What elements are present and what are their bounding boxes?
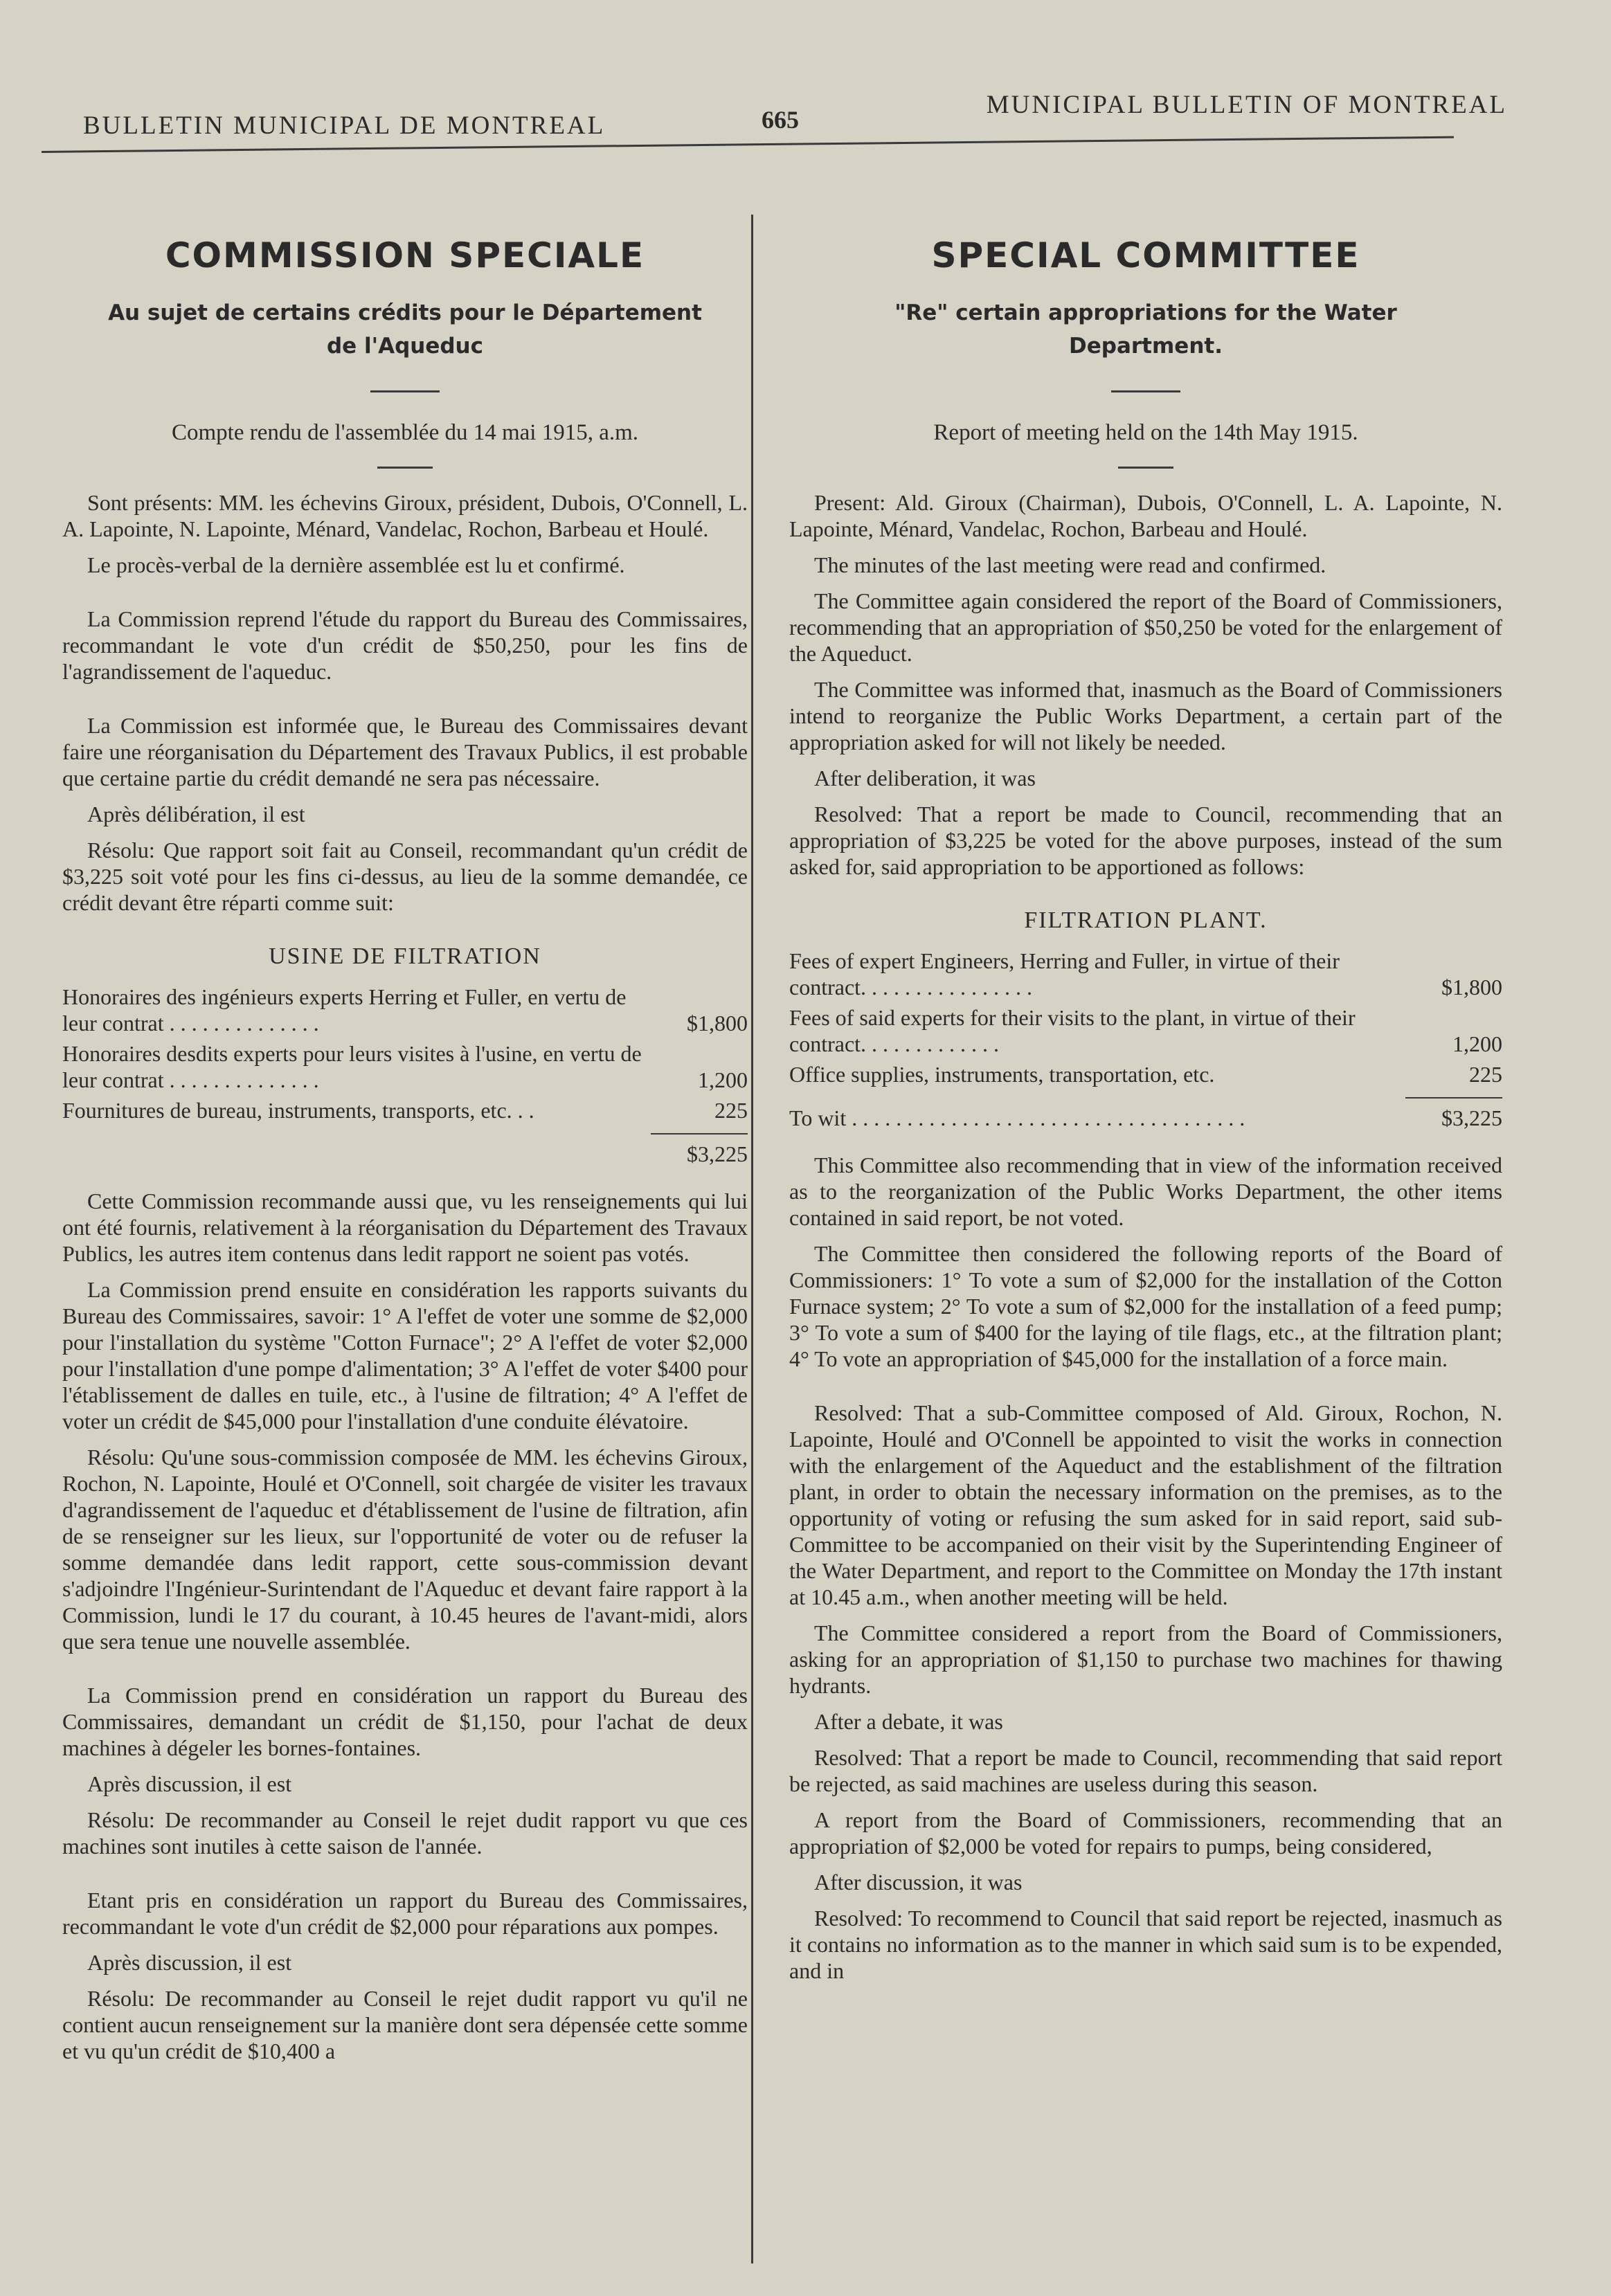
english-budget-item <box>789 1004 1502 1057</box>
french-paragraph: Sont présents: MM. les échevins Giroux, président, Dubois, O'Connell, L. A. Lapointe, N. Lapointe, Ménard, Vandelac, Rochon, Barbeau et Houlé. <box>62 490 748 541</box>
english-section-heading: FILTRATION PLANT. <box>1024 907 1268 933</box>
item-amount: $1,800 <box>687 1011 748 1036</box>
english-paragraph: The Committee considered a report from the Board of Commissioners, asking for an appropriation of $1,150 to purchase two machines for thawing hydrants. <box>789 1620 1502 1698</box>
english-paragraph: The Committee then considered the following reports of the Board of Commissioners: 1° To vote a sum of $2,000 for the installation of the Cotton Furnace system; 2° To vote a sum of $2,000 for the installation of a feed pump; 3° To vote a sum of $400 for the laying of tile flags, etc., at the filtration plant; 4° To vote an appropriation of $45,000 for the installation of a force main. <box>789 1241 1502 1371</box>
english-paragraph: After deliberation, it was <box>814 766 1036 790</box>
english-paragraph: This Committee also recommending that in view of the information received as to the reorganization of the Public Works Department, the other items contained in said report, be not voted. <box>789 1152 1502 1230</box>
item-amount: 225 <box>1469 1062 1502 1087</box>
english-budget-item <box>789 1061 1502 1087</box>
running-header <box>42 90 1507 145</box>
column-divider <box>751 215 753 2263</box>
item-amount: $1,800 <box>1441 975 1502 1000</box>
english-meeting-rule <box>1118 467 1173 469</box>
english-subtitle: "Re" certain appropriations for the Water Department. <box>894 300 1397 359</box>
french-budget-item <box>62 1040 748 1093</box>
english-paragraph: The minutes of the last meeting were read and confirmed. <box>814 552 1326 577</box>
french-paragraph: Résolu: De recommander au Conseil le rejet dudit rapport vu que ces machines sont inutiles à cette saison de l'année. <box>62 1807 748 1859</box>
item-amount: 1,200 <box>698 1067 748 1092</box>
english-column <box>789 228 1502 1994</box>
english-budget-item <box>789 948 1502 1000</box>
french-section-heading: USINE DE FILTRATION <box>269 943 541 969</box>
english-total <box>789 1105 1502 1131</box>
french-title: COMMISSION SPECIALE <box>165 235 645 275</box>
total-rule <box>1405 1097 1502 1099</box>
english-paragraph: Resolved: That a sub-Committee composed of Ald. Giroux, Rochon, N. Lapointe, Houlé and O'Connell be appointed to visit the works in connection with the enlargement of the Aqueduct and the establishment of the filtration plant, in order to obtain the necessary information on the premises, as to the opportunity of voting or refusing the sum asked for in said report, said sub-Committee to be accompanied on their visit by the Superintending Engineer of the Water Department, and report to the Committee on Monday the 17th instant at 10.45 a.m., when another meeting will be held. <box>789 1400 1502 1609</box>
english-paragraph: Resolved: That a report be made to Council, recommending that said report be rejected, as said machines are useless during this season. <box>789 1745 1502 1796</box>
total-label <box>62 1141 651 1167</box>
french-meeting-line: Compte rendu de l'assemblée du 14 mai 1915, a.m. <box>171 420 639 445</box>
french-meeting-rule <box>377 467 433 469</box>
english-title: SPECIAL COMMITTEE <box>931 235 1360 275</box>
english-paragraph: The Committee again considered the report of the Board of Commissioners, recommending that an appropriation of $50,250 be voted for the enlargement of the Aqueduct. <box>789 588 1502 666</box>
french-column <box>62 228 748 2074</box>
french-paragraph: Le procès-verbal de la dernière assemblée est lu et confirmé. <box>87 552 625 577</box>
french-budget-item <box>62 1097 748 1123</box>
french-paragraph: Après délibération, il est <box>87 802 305 826</box>
item-description: Fournitures de bureau, instruments, transports, etc. . . <box>62 1098 534 1123</box>
english-paragraph: A report from the Board of Commissioners, recommending that an appropriation of $2,000 be voted for repairs to pumps, being considered, <box>789 1807 1502 1859</box>
french-paragraph: La Commission prend ensuite en considération les rapports suivants du Bureau des Commissaires, savoir: 1° A l'effet de voter une somme de $2,000 pour l'installation du système "Cotton Furnace"; 2° A l'effet de voter $2,000 pour l'installation d'une pompe d'alimentation; 3° A l'effet de voter $400 pour l'établissement de dalles en tuile, etc., à l'usine de filtration; 4° A l'effet de voter un crédit de $45,000 pour l'installation d'une conduite élévatoire. <box>62 1277 748 1434</box>
item-amount: 225 <box>714 1098 748 1123</box>
total-amount: $3,225 <box>687 1141 748 1166</box>
english-paragraph: After a debate, it was <box>814 1709 1003 1734</box>
french-paragraph: Etant pris en considération un rapport du Bureau des Commissaires, recommandant le vote d'un crédit de $2,000 pour réparations aux pompes. <box>62 1888 748 1939</box>
french-subtitle: Au sujet de certains crédits pour le Département de l'Aqueduc <box>108 300 702 359</box>
french-paragraph: La Commission prend en considération un rapport du Bureau des Commissaires, demandant un crédit de $1,150, pour l'achat de deux machines à dégeler les bornes-fontaines. <box>62 1683 748 1760</box>
item-description: Fees of expert Engineers, Herring and Fuller, in virtue of their contract. . . . . . . . . . . . . . . . <box>789 948 1340 1000</box>
total-rule <box>651 1133 748 1135</box>
french-paragraph: La Commission reprend l'étude du rapport du Bureau des Commissaires, recommandant le vote d'un crédit de $50,250, pour les fins de l'agrandissement de l'aqueduc. <box>62 606 748 684</box>
english-paragraph: Resolved: To recommend to Council that said report be rejected, inasmuch as it contains no information as to the manner in which said sum is to be expended, and in <box>789 1906 1502 1983</box>
french-paragraph: Après discussion, il est <box>87 1950 292 1975</box>
total-amount: $3,225 <box>1441 1105 1502 1130</box>
item-description: Honoraires desdits experts pour leurs visites à l'usine, en vertu de leur contrat . . . . . . . . . . . . . . <box>62 1041 642 1092</box>
english-title-rule <box>1111 390 1180 392</box>
item-amount: 1,200 <box>1452 1031 1502 1056</box>
french-paragraph: Résolu: De recommander au Conseil le rejet dudit rapport vu qu'il ne contient aucun renseignement sur la manière dont sera dépensée cette somme et vu qu'un crédit de $10,400 a <box>62 1986 748 2063</box>
page-number: 665 <box>762 106 799 134</box>
french-paragraph: Résolu: Qu'une sous-commission composée de MM. les échevins Giroux, Rochon, N. Lapointe, Houlé et O'Connell, soit chargée de visiter les travaux d'agrandissement de l'aqueduc et d'établissement de l'usine de filtration, afin de se renseigner sur les lieux, sur l'opportunité de voter ou de refuser la somme demandée dans ledit rapport, cette sous-commission devant s'adjoindre l'Ingénieur-Surintendant de l'Aqueduc et devant faire rapport à la Commission, lundi le 17 du courant, à 10.45 heures de l'avant-midi, alors que sera tenue une nouvelle assemblée. <box>62 1445 748 1654</box>
french-total <box>62 1141 748 1167</box>
english-paragraph: The Committee was informed that, inasmuch as the Board of Commissioners intend to reorganize the Public Works Department, a certain part of the appropriation asked for will not likely be needed. <box>789 677 1502 754</box>
english-paragraph: After discussion, it was <box>814 1870 1023 1895</box>
header-left-title: BULLETIN MUNICIPAL DE MONTREAL <box>83 111 606 140</box>
english-meeting-line: Report of meeting held on the 14th May 1915. <box>933 420 1358 445</box>
french-paragraph: Résolu: Que rapport soit fait au Conseil, recommandant qu'un crédit de $3,225 soit voté pour les fins ci-dessus, au lieu de la somme demandée, ce crédit devant être réparti comme suit: <box>62 838 748 915</box>
french-budget-item <box>62 984 748 1036</box>
total-label: To wit . . . . . . . . . . . . . . . . . . . . . . . . . . . . . . . . . . . . <box>789 1105 1245 1130</box>
french-paragraph: Après discussion, il est <box>87 1771 292 1796</box>
item-description: Office supplies, instruments, transportation, etc. <box>789 1062 1215 1087</box>
item-description: Fees of said experts for their visits to the plant, in virtue of their contract. . . . . . . . . . . . . <box>789 1005 1356 1056</box>
english-paragraph: Resolved: That a report be made to Council, recommending that an appropriation of $3,225 be voted for the above purposes, instead of the sum asked for, said appropriation to be apportioned as follows: <box>789 802 1502 879</box>
french-paragraph: La Commission est informée que, le Bureau des Commissaires devant faire une réorganisation du Département des Travaux Publics, il est probable que certaine partie du crédit demandé ne sera pas nécessaire. <box>62 713 748 790</box>
french-title-rule <box>370 390 440 392</box>
french-paragraph: Cette Commission recommande aussi que, vu les renseignements qui lui ont été fournis, relativement à la réorganisation du Département des Travaux Publics, les autres item contenus dans ledit rapport ne soient pas votés. <box>62 1188 748 1266</box>
english-paragraph: Present: Ald. Giroux (Chairman), Dubois, O'Connell, L. A. Lapointe, N. Lapointe, Ménard, Vandelac, Rochon, Barbeau and Houlé. <box>789 490 1502 541</box>
item-description: Honoraires des ingénieurs experts Herring et Fuller, en vertu de leur contrat . . . . . . . . . . . . . . <box>62 984 627 1036</box>
header-right-title: MUNICIPAL BULLETIN OF MONTREAL <box>986 91 1507 119</box>
